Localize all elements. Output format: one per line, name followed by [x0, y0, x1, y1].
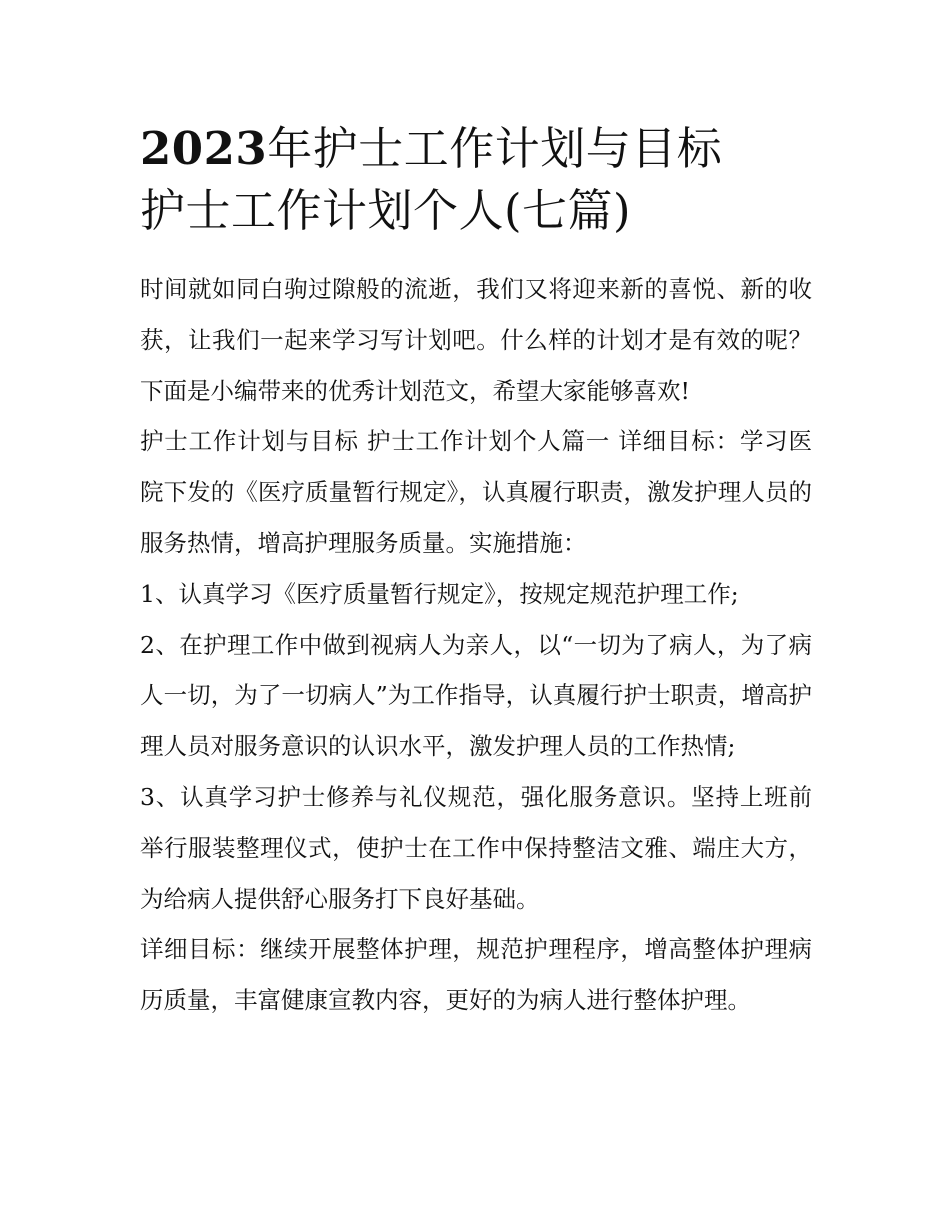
document-body [140, 264, 812, 1026]
title-line-1-text: 年护士工作计划与目标 [267, 122, 723, 175]
paragraph-measure-3: 3、认真学习护士修养与礼仪规范，强化服务意识。坚持上班前举行服装整理仪式，使护士在工作中保持整洁文雅、端庄大方，为给病人提供舒心服务打下良好基础。 [140, 782, 812, 913]
document-title [140, 118, 812, 242]
title-line-1 [140, 118, 812, 180]
paragraph-goal-1: 护士工作计划与目标 护士工作计划个人篇一 详细目标：学习医院下发的《医疗质量暂行规定》，认真履行职责，激发护理人员的服务热情，增高护理服务质量。实施措施： [140, 427, 812, 557]
paragraph-measure-2: 2、在护理工作中做到视病人为亲人，以“一切为了病人，为了病人一切，为了一切病人”为工作指导，认真履行护士职责，增高护理人员对服务意识的认识水平，激发护理人员的工作热情; [140, 630, 812, 761]
title-year: 2023 [140, 122, 268, 175]
paragraph-measure-1: 1、认真学习《医疗质量暂行规定》，按规定规范护理工作; [140, 579, 739, 608]
paragraph-goal-2: 详细目标：继续开展整体护理，规范护理程序，增高整体护理病历质量，丰富健康宣教内容，更好的为病人进行整体护理。 [140, 935, 812, 1015]
document-page [140, 118, 812, 1026]
paragraph-intro: 时间就如同白驹过隙般的流逝，我们又将迎来新的喜悦、新的收获，让我们一起来学习写计划吧。什么样的计划才是有效的呢？下面是小编带来的优秀计划范文，希望大家能够喜欢! [140, 275, 812, 405]
title-line-2: 护士工作计划个人(七篇) [140, 184, 632, 237]
